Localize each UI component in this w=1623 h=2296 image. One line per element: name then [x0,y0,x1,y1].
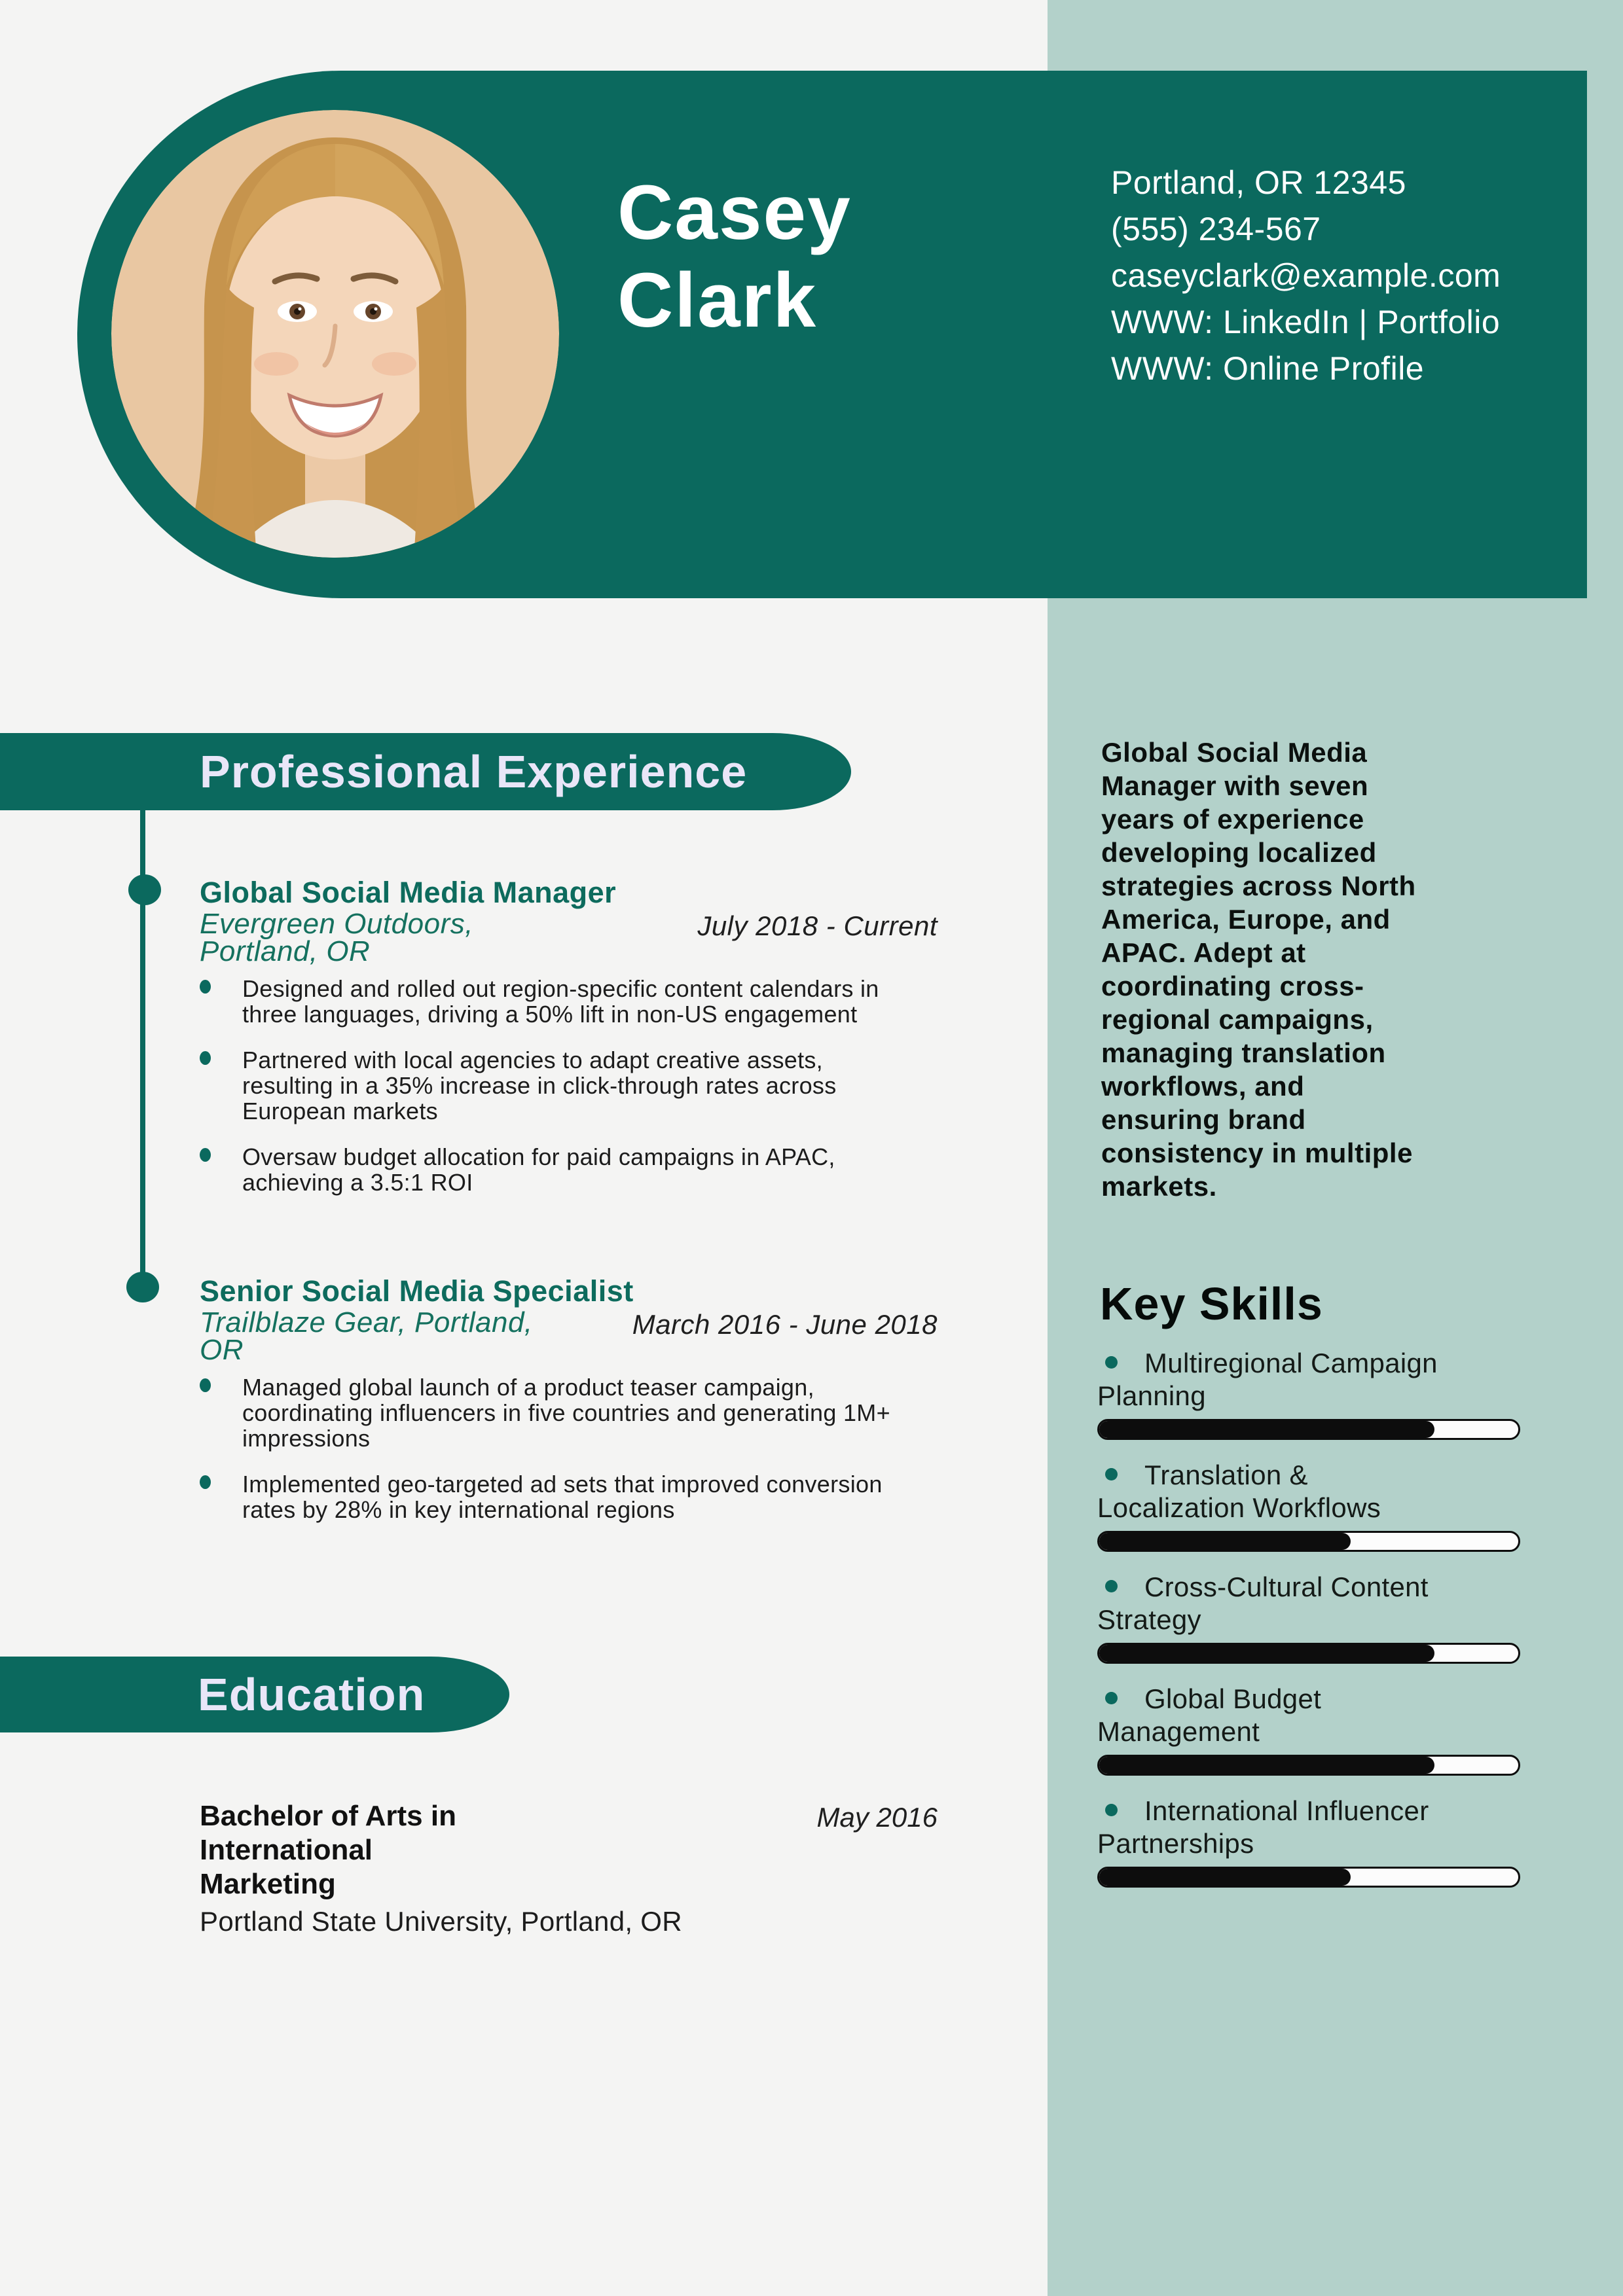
skill-bullet-icon [1105,1580,1118,1592]
job-entry-2 [200,1276,938,1522]
skill-progress-bar [1097,1419,1520,1440]
job-company [200,1306,658,1366]
candidate-name [617,169,852,344]
skill-progress-bar [1097,1531,1520,1552]
skill-line: Strategy [1097,1604,1201,1635]
skill-line: International Influencer [1144,1795,1429,1826]
bullet-item [200,976,938,1027]
summary-line: years of experience [1101,804,1364,834]
bullet-item [200,1047,938,1124]
job-bullets [200,1374,938,1522]
summary-line: Manager with seven [1101,770,1369,801]
degree-title [200,1799,456,1901]
job-bullets [200,976,938,1195]
skill-item [1097,1347,1520,1440]
skill-line: Cross-Cultural Content [1144,1571,1429,1602]
bullet-line: rates by 28% in key international regions [242,1496,675,1523]
summary-line: America, Europe, and [1101,904,1391,935]
skill-line: Multiregional Campaign [1144,1348,1438,1378]
section-title: Professional Experience [200,746,748,797]
job-dates: March 2016 - June 2018 [632,1309,938,1340]
contact-email: caseyclark@example.com [1111,257,1501,294]
skill-line: Planning [1097,1380,1206,1411]
skill-progress-bar [1097,1867,1520,1888]
name-line-1: Casey [617,170,852,256]
job-company [200,910,658,965]
bullet-item [200,1471,938,1522]
bullet-line: achieving a 3.5:1 ROI [242,1169,473,1196]
timeline-dot-job1 [128,874,161,905]
summary-line: developing localized [1101,837,1377,868]
bullet-dot-icon [200,1378,211,1392]
bullet-line: resulting in a 35% increase in click-through rates across [242,1072,837,1099]
bullet-line: three languages, driving a 50% lift in non-US engagement [242,1001,858,1028]
section-title: Education [198,1669,426,1720]
summary-line: coordinating cross- [1101,971,1364,1001]
skill-progress-bar [1097,1643,1520,1664]
summary-line: markets. [1101,1171,1217,1202]
bullet-line: Implemented geo-targeted ad sets that improved conversion [242,1471,883,1498]
skill-progress-fill [1099,1757,1434,1774]
summary-line: managing translation [1101,1037,1386,1068]
job-title: Senior Social Media Specialist [200,1274,634,1308]
professional-summary [1101,736,1546,1203]
contact-websites: WWW: LinkedIn | Portfolio [1111,304,1501,340]
bullet-line: Managed global launch of a product teaser campaign, [242,1374,814,1401]
skill-line: Partnerships [1097,1828,1254,1859]
company-line: OR [200,1334,244,1366]
company-line: Trailblaze Gear, Portland, [200,1306,533,1338]
job-entry-1 [200,878,938,1195]
key-skills-heading: Key Skills [1100,1278,1323,1329]
degree-line: Bachelor of Arts in [200,1800,456,1832]
bullet-line: coordinating influencers in five countries and generating 1M+ [242,1399,890,1426]
section-header-education [0,1657,509,1732]
skill-item [1097,1683,1520,1776]
skill-line: Global Budget [1144,1683,1322,1714]
skill-progress-fill [1099,1533,1351,1550]
contact-address: Portland, OR 12345 [1111,164,1406,201]
company-line: Evergreen Outdoors, [200,908,473,940]
skill-progress-fill [1099,1645,1434,1662]
summary-line: regional campaigns, [1101,1004,1374,1035]
skill-line: Localization Workflows [1097,1492,1381,1523]
skills-list [1097,1347,1520,1907]
job-meta [200,910,938,965]
job-dates: July 2018 - Current [697,910,938,941]
job-meta [200,1306,938,1366]
skill-bullet-icon [1105,1356,1118,1369]
name-line-2: Clark [617,257,818,344]
skill-bullet-icon [1105,1692,1118,1704]
summary-line: Global Social Media [1101,737,1368,768]
bullet-item [200,1144,938,1195]
skill-bullet-icon [1105,1468,1118,1480]
timeline-dot-job2 [126,1272,159,1302]
bullet-line: Oversaw budget allocation for paid campaigns in APAC, [242,1143,835,1170]
contact-phone: (555) 234-567 [1111,211,1321,247]
skill-item [1097,1571,1520,1664]
bullet-dot-icon [200,1475,211,1489]
skill-progress-bar [1097,1755,1520,1776]
summary-line: workflows, and [1101,1071,1305,1102]
education-date: May 2016 [816,1802,938,1833]
portrait-illustration [111,110,559,558]
bullet-line: Partnered with local agencies to adapt creative assets, [242,1047,823,1073]
section-header-professional-experience [0,733,851,810]
bullet-item [200,1374,938,1451]
degree-line: Marketing [200,1868,336,1900]
skill-progress-fill [1099,1421,1434,1438]
bullet-line: impressions [242,1425,371,1452]
contact-online-profile: WWW: Online Profile [1111,350,1425,387]
school-name: Portland State University, Portland, OR [200,1906,682,1937]
profile-photo [111,110,559,558]
bullet-dot-icon [200,1051,211,1065]
skill-item [1097,1795,1520,1888]
summary-line: consistency in multiple [1101,1138,1413,1168]
summary-line: APAC. Adept at [1101,937,1306,968]
summary-line: ensuring brand [1101,1104,1306,1135]
bullet-dot-icon [200,1148,211,1162]
skill-line: Translation & [1144,1460,1308,1490]
summary-line: strategies across North [1101,870,1416,901]
bullet-line: Designed and rolled out region-specific content calendars in [242,975,879,1002]
skill-bullet-icon [1105,1804,1118,1816]
degree-line: International [200,1834,373,1866]
company-line: Portland, OR [200,935,371,967]
skill-item [1097,1459,1520,1552]
contact-info [1111,160,1501,392]
bullet-line: European markets [242,1098,438,1124]
skill-line: Management [1097,1716,1260,1747]
bullet-dot-icon [200,980,211,994]
skill-progress-fill [1099,1869,1351,1886]
job-title: Global Social Media Manager [200,876,617,909]
